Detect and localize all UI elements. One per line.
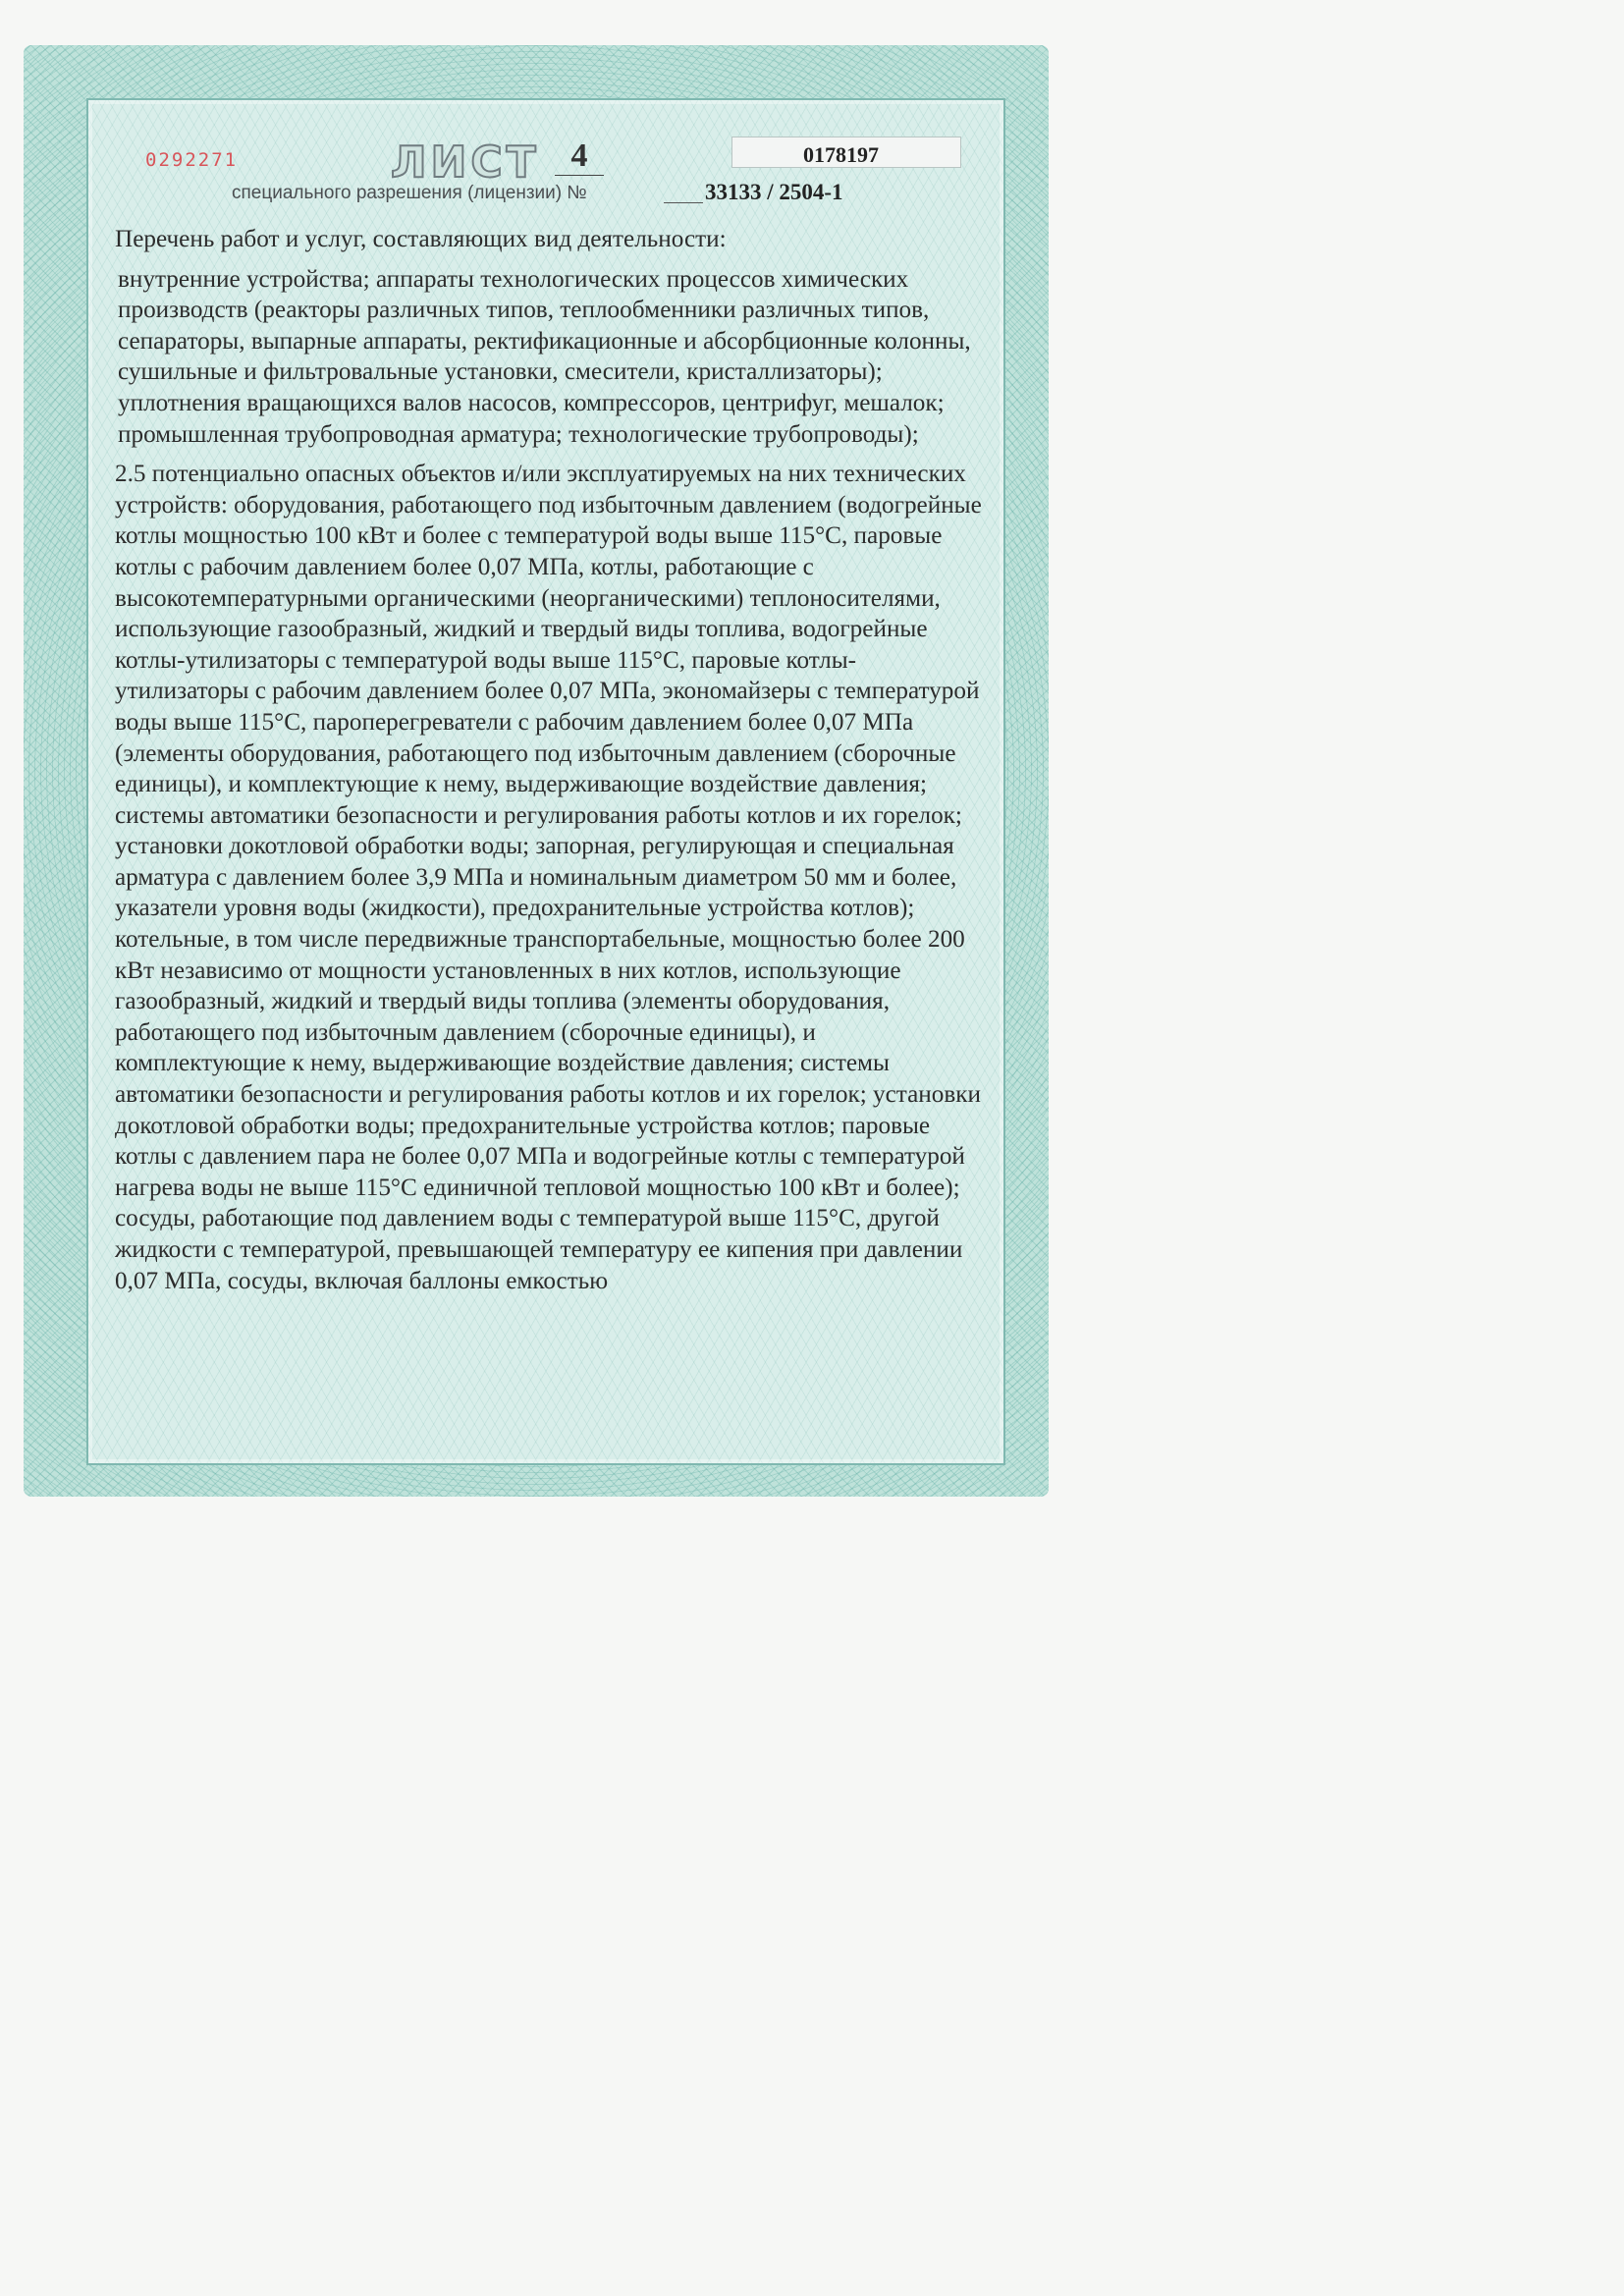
form-serial-number-right: 0178197 [803, 142, 879, 167]
paragraph-2-5: 2.5 потенциально опасных объектов и/или эксплуатируемых на них технических устройств: оборудования, работающего под избыточным давлением (водогрейные котлы мощностью 100 кВт и более с температурой воды выше 115°С, паровые котлы с рабочим давлением более 0,07 МПа, котлы, работающие с высокотемпературными органическими (неорганическими) теплоносителями, использующие газообразный, жидкий и твердый виды топлива, водогрейные котлы-утилизаторы с температурой воды выше 115°С, паровые котлы-утилизаторы с рабочим давлением более 0,07 МПа, экономайзеры с температурой воды выше 115°С, пароперегреватели с рабочим давлением более 0,07 МПа (элементы оборудования, работающего под избыточным давлением (сборочные единицы), и комплектующие к нему, выдерживающие воздействие давления; системы автоматики безопасности и регулирования работы котлов и их горелок; установки докотловой обработки воды; запорная, регулирующая и специальная арматура с давлением более 3,9 МПа и номинальным диаметром 50 мм и более, указатели уровня воды (жидкости), предохранительные устройства котлов); котельные, в том числе передвижные транспортабельные, мощностью более 200 кВт независимо от мощности установленных в них котлов, использующие газообразный, жидкий и твердый виды топлива (элементы оборудования, работающего под избыточным давлением (сборочные единицы), и комплектующие к нему, выдерживающие воздействие давления; системы автоматики безопасности и регулирования работы котлов и их горелок; установки докотловой обработки воды; предохранительные устройства котлов; паровые котлы с давлением пара не более 0,07 МПа и водогрейные котлы с температурой нагрева воды не выше 115°С единичной тепловой мощностью 100 кВт и более); сосуды, работающие под давлением воды с температурой выше 115°С, другой жидкости с температурой, превышающей температуру ее кипения при давлении 0,07 МПа, сосуды, включая баллоны емкостью [115, 461, 982, 1294]
license-number-underline [664, 202, 703, 203]
license-number: 33133 / 2504-1 [705, 180, 843, 204]
sheet-number: 4 [555, 137, 604, 176]
license-sheet [0, 0, 1080, 1527]
works-list-heading: Перечень работ и услуг, составляющих вид деятельности: [115, 226, 727, 252]
form-serial-number-left: 0292271 [145, 149, 239, 171]
document-body [115, 224, 987, 1296]
license-caption: специального разрешения (лицензии) № [232, 183, 587, 203]
paragraph-internal-devices: внутренние устройства; аппараты технологических процессов химических производств (реакторы различных типов, теплообменники различных типов, сепараторы, выпарные аппараты, ректификационные и абсорбционные колонны, сушильные и фильтровальные установки, смесители, кристаллизаторы); уплотнения вращающихся валов насосов, компрессоров, центрифуг, мешалок; промышленная трубопроводная арматура; технологические трубопроводы); [118, 265, 971, 448]
sheet-title: ЛИСТ [391, 137, 540, 188]
